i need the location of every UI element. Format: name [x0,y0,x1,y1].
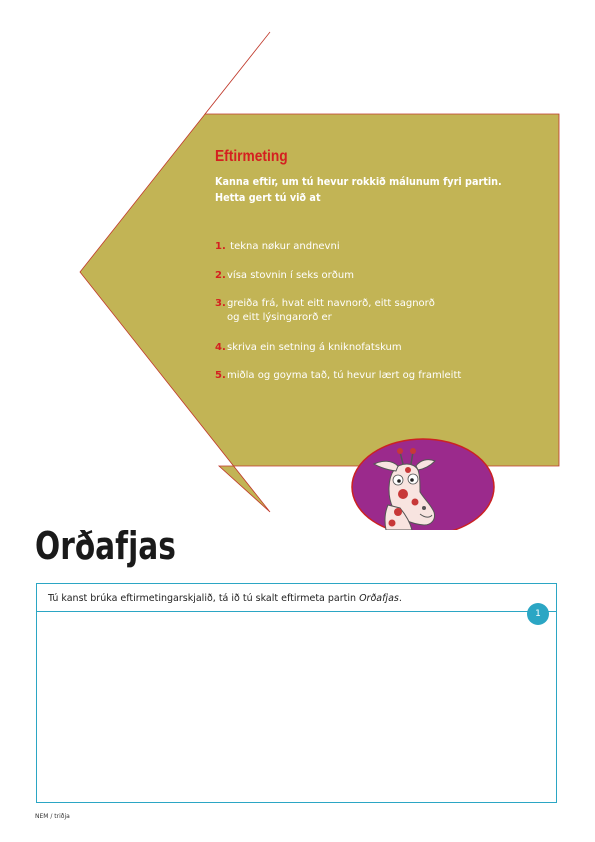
answer-box-header [37,584,556,612]
answer-box [36,583,557,803]
step-4 [215,341,402,355]
step-1 [215,240,340,254]
panel-intro-line-2: Hetta gert tú við at [215,192,321,204]
footer-text: NEM / triðja [35,813,70,820]
step-number: 1. [215,241,226,252]
step-text-continued: og eitt lýsingarorð er [227,312,332,323]
panel-intro-line-1: Kanna eftir, um tú hevur rokkið málunum fyri partin. [215,176,502,188]
page-title: Orðafjas [35,524,176,568]
step-5 [215,369,461,383]
step-2 [215,269,354,283]
step-text: greiða frá, hvat eitt navnorð, eitt sagnorð [227,298,435,309]
page-number-badge: 1 [527,603,549,625]
step-number: 4. [215,342,226,353]
step-text: vísa stovnin í seks orðum [227,270,354,281]
instruction-text-italic: Orðafjas [359,593,399,604]
assessment-panel [215,148,555,206]
instruction-text [48,593,402,604]
step-3 [215,297,435,325]
panel-intro [215,174,528,206]
instruction-text-end: . [398,593,402,604]
step-text: tekna nøkur andnevni [227,241,340,252]
instruction-text-main: Tú kanst brúka eftirmetingarskjalið, tá ið tú skalt eftirmeta partin [48,593,360,604]
step-number: 5. [215,370,226,381]
step-number: 3. [215,298,226,309]
panel-heading: Eftirmeting [215,148,288,165]
step-number: 2. [215,270,226,281]
step-text: skriva ein setning á kniknofatskum [227,342,402,353]
step-text: miðla og goyma tað, tú hevur lært og framleitt [227,370,462,381]
